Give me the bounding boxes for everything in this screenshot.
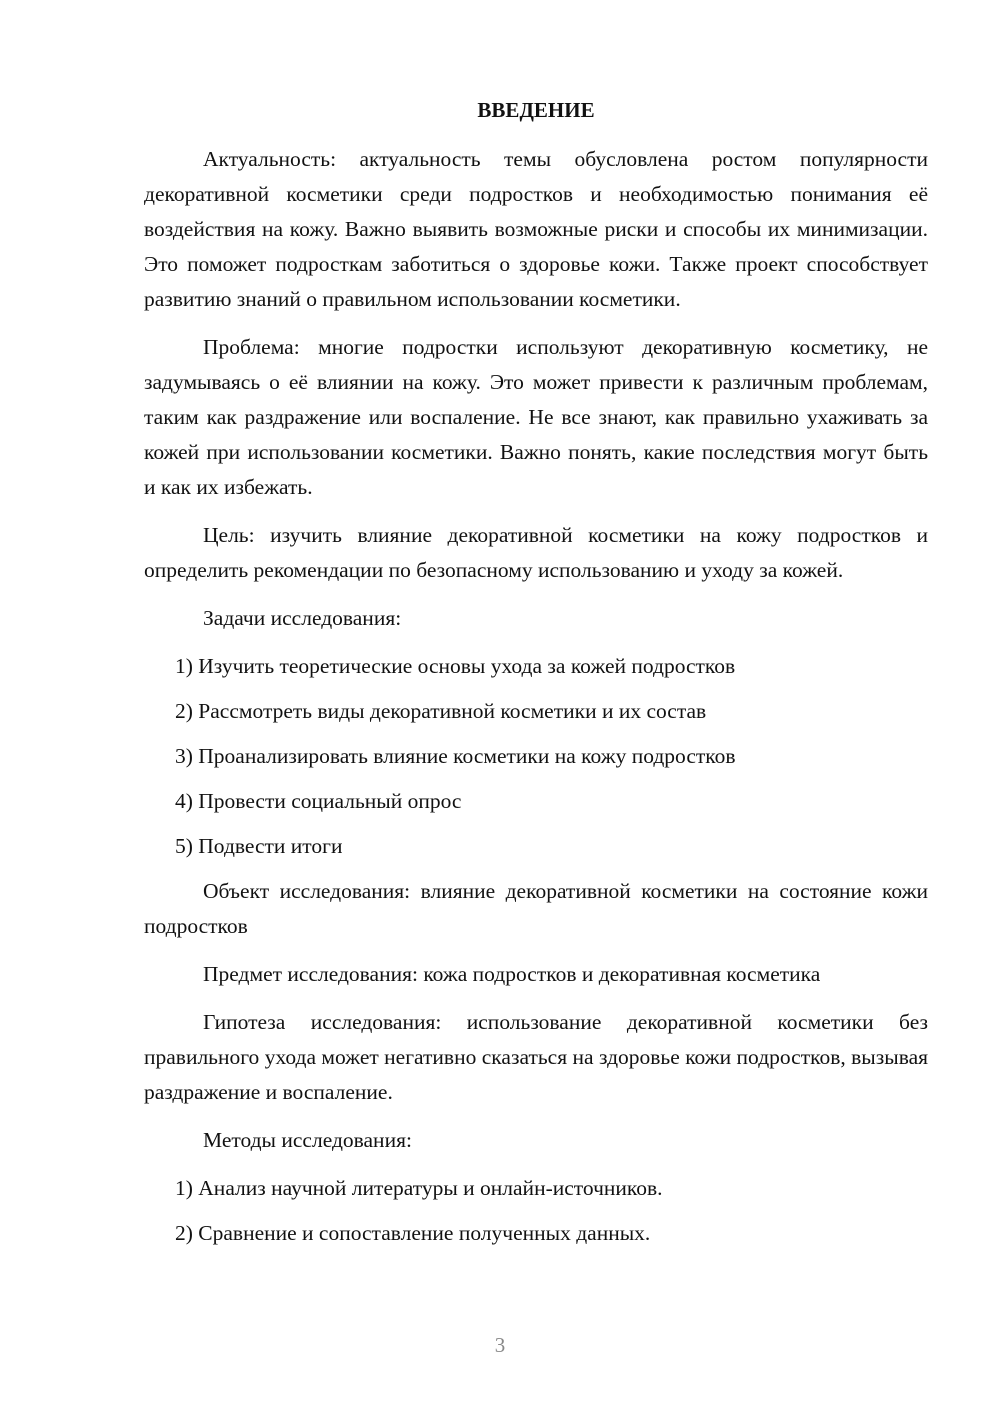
problem-paragraph: Проблема: многие подростки используют декоративную косметику, не задумываясь о её влиянии на кожу. Это может привести к различным проблемам, таким как раздражение или воспаление. Не все знают, как правильно ухаживать за кожей при использовании косметики. Важно понять, какие последствия могут быть и как их избежать. [144,335,928,499]
methods-heading: Методы исследования: [203,1128,412,1152]
tasks-heading: Задачи исследования: [203,606,402,630]
method-item: 1) Анализ научной литературы и онлайн-источников. [175,1176,663,1200]
task-item: 5) Подвести итоги [175,834,343,858]
goal-paragraph: Цель: изучить влияние декоративной косметики на кожу подростков и определить рекомендации по безопасному использованию и уходу за кожей. [144,523,928,582]
task-item: 2) Рассмотреть виды декоративной косметики и их состав [175,699,707,723]
relevance-paragraph: Актуальность: актуальность темы обусловлена ростом популярности декоративной косметики среди подростков и необходимостью понимания её воздействия на кожу. Важно выявить возможные риски и способы их минимизации. Это поможет подросткам заботиться о здоровье кожи. Также проект способствует развитию знаний о правильном использовании косметики. [144,147,928,311]
page-content [144,96,928,1261]
page-title: ВВЕДЕНИЕ [477,98,595,122]
hypothesis-paragraph: Гипотеза исследования: использование декоративной косметики без правильного ухода может негативно сказаться на здоровье кожи подростков, вызывая раздражение и воспаление. [144,1010,928,1104]
method-item: 2) Сравнение и сопоставление полученных данных. [175,1221,651,1245]
task-item: 3) Проанализировать влияние косметики на кожу подростков [175,744,736,768]
task-item: 1) Изучить теоретические основы ухода за кожей подростков [175,654,736,678]
subject-paragraph: Предмет исследования: кожа подростков и декоративная косметика [203,962,821,986]
page-number: 3 [494,1333,506,1357]
task-item: 4) Провести социальный опрос [175,789,462,813]
object-paragraph: Объект исследования: влияние декоративной косметики на состояние кожи подростков [144,879,928,938]
